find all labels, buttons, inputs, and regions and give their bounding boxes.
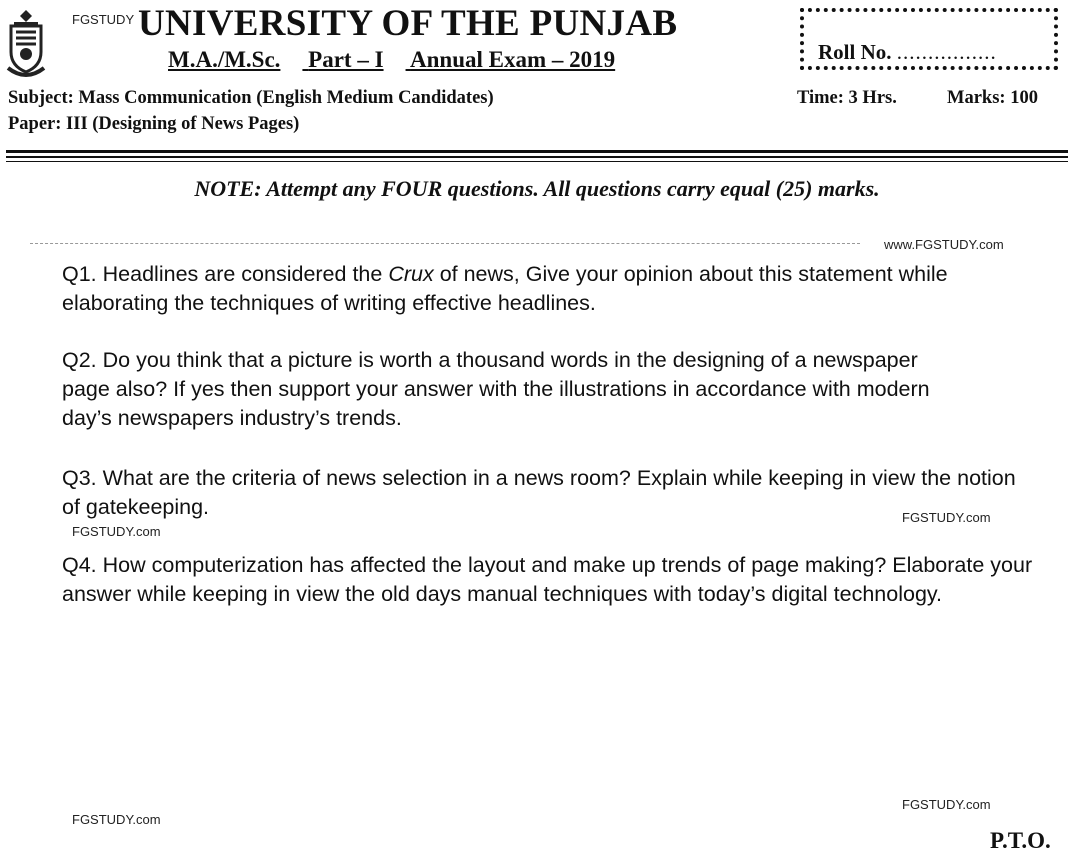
question-3-text: What are the criteria of news selection in a news room? Explain while keeping in view the notion of gatekeeping. [62,466,1016,519]
question-3 [62,464,1022,522]
time-label: Time: 3 Hrs. [797,88,897,108]
question-4-text: How computerization has affected the layout and make up trends of page making? Elaborate your answer while keeping in view the old days manual techniques with today’s digital technology. [62,553,1033,606]
degree-label: M.A./M.Sc. [168,47,281,72]
university-crest-logo [6,8,46,80]
header-rule-bottom [6,161,1068,162]
watermark-left: FGSTUDY [72,12,135,27]
question-2 [62,346,942,433]
pto-label: P.T.O. [990,828,1051,853]
watermark-www: www.FGSTUDY.com [884,237,1004,252]
university-title: UNIVERSITY OF THE PUNJAB [138,3,678,44]
watermark-q3-right: FGSTUDY.com [902,510,991,525]
subject-line: Subject: Mass Communication (English Medium Candidates) [8,88,494,108]
part-label: Part – I [308,47,384,72]
scan-dash-line [30,243,860,244]
question-1-text-after: of news, Give your opinion about this statement while elaborating the techniques of writing effective headlines. [62,262,948,315]
exam-note: NOTE: Attempt any FOUR questions. All questions carry equal (25) marks. [194,176,880,201]
question-1 [62,260,1052,318]
question-2-text: Do you think that a picture is worth a thousand words in the designing of a newspaper page also? If yes then support your answer with the illustrations in accordance with modern day’s newspapers industry’s trends. [62,348,930,430]
watermark-bottom-left: FGSTUDY.com [72,812,161,827]
question-1-emphasis: Crux [388,262,434,286]
question-3-label: Q3. [62,466,97,490]
marks-label: Marks: 100 [947,88,1038,108]
roll-label: Roll No. [818,40,892,64]
exam-line [168,47,615,73]
question-4 [62,551,1052,609]
question-2-label: Q2. [62,348,97,372]
exam-year-label: Annual Exam – 2019 [410,47,616,72]
question-1-label: Q1. [62,262,97,286]
roll-number-field [818,40,997,65]
watermark-q3-left: FGSTUDY.com [72,524,161,539]
header-rule-top [6,150,1068,153]
header-rule-middle [6,156,1068,158]
paper-line: Paper: III (Designing of News Pages) [8,114,300,134]
question-4-label: Q4. [62,553,97,577]
watermark-bottom-right: FGSTUDY.com [902,797,991,812]
question-1-text-before: Headlines are considered the [102,262,389,286]
roll-dots: ................ [896,40,997,64]
